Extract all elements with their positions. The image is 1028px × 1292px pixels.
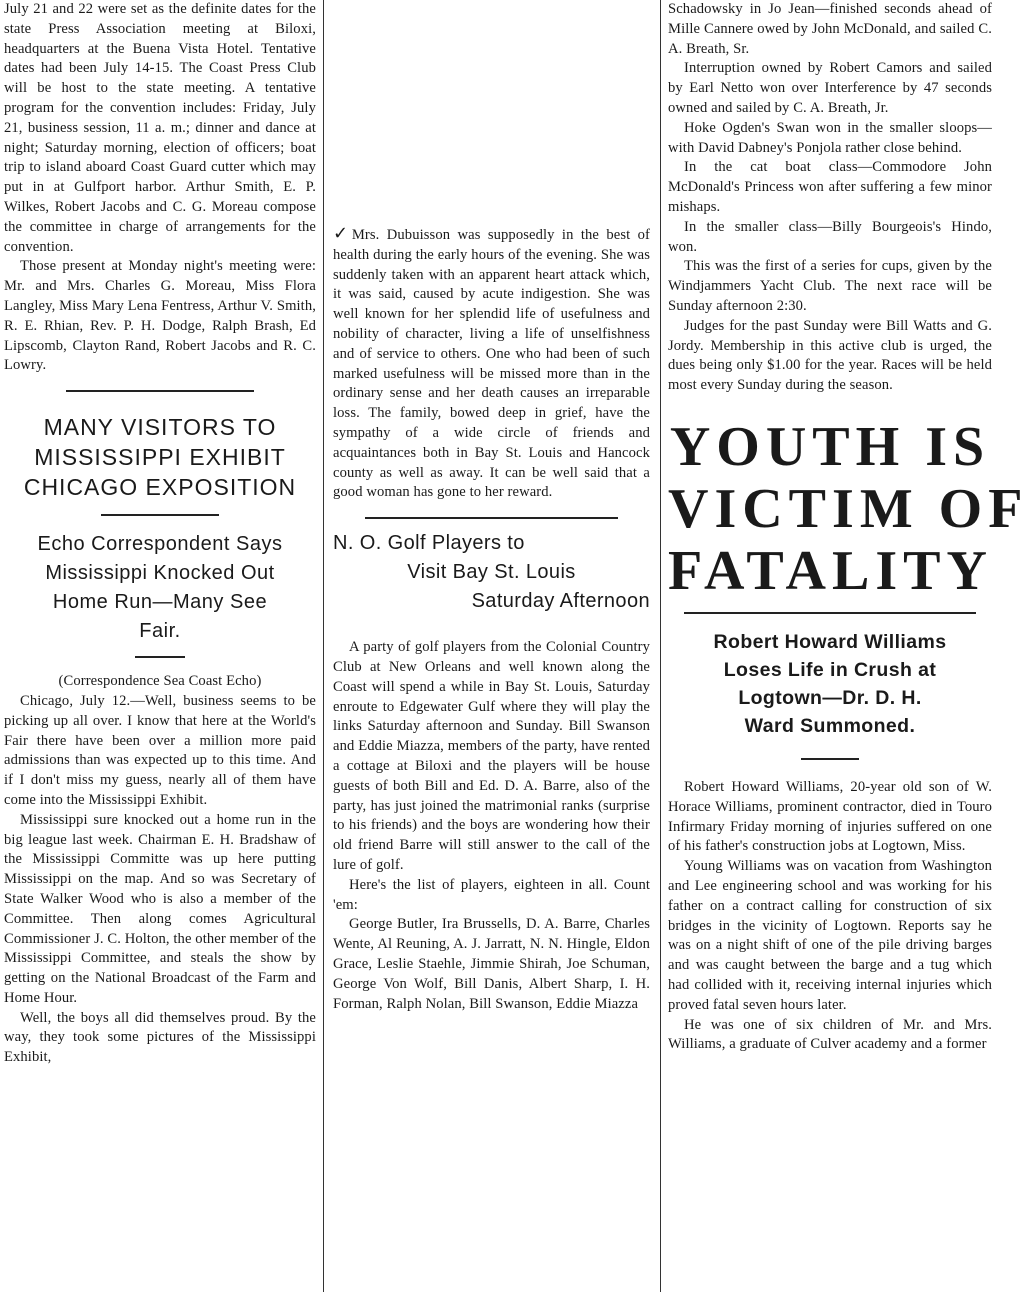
headline-line: MANY VISITORS TO <box>43 414 277 441</box>
headline-line: FATALITY <box>668 539 993 602</box>
column-right <box>662 0 1028 1292</box>
headline-line: VICTIM OF <box>668 477 1028 540</box>
deck-rule <box>135 656 185 658</box>
golf-headline <box>333 529 650 616</box>
deck-line: Fair. <box>139 620 181 643</box>
column-divider-right <box>660 0 661 1292</box>
headline-line: N. O. Golf Players to <box>333 532 525 555</box>
headline-rule <box>101 514 220 516</box>
headline-line: CHICAGO EXPOSITION <box>23 474 297 501</box>
section-rule <box>66 390 253 392</box>
golf-body: Here's the list of players, eighteen in all. Count 'em: <box>333 876 650 913</box>
column-middle <box>325 0 658 1292</box>
press-paragraph: July 21 and 22 were set as the definite dates for the state Press Association meeting at Biloxi, headquarters at the Buena Vista Hotel. Tentative dates had been July 14-15. The Coast Press Club will be host to the state meeting. A tentative program for the convention includes: Friday, July 21, business session, 11 a. m.; dinner and dance at night; Saturday morning, election of officers; boat trip to island aboard Coast Guard cutter which may put in at Gulfport harbor. Arthur Smith, E. P. Wilkes, Robert Jacobs and C. G. Moreau compose the committee in charge of arrangements for the convention. <box>4 1 316 255</box>
exhibit-headline <box>4 412 316 502</box>
yacht-paragraph: In the smaller class—Billy Bourgeois's Hindo, won. <box>668 218 992 255</box>
yacht-paragraph: Hoke Ogden's Swan won in the smaller sloops—with David Dabney's Ponjola rather close behind. <box>668 119 992 156</box>
deck-line: Robert Howard Williams <box>713 630 947 653</box>
fatality-headline <box>668 415 1028 602</box>
yacht-paragraph: Interruption owned by Robert Camors and sailed by Earl Netto won over Interference by 47 seconds owned and sailed by C. A. Breath, Jr. <box>668 60 992 116</box>
yacht-paragraph: Schadowsky in Jo Jean—finished seconds ahead of Mille Cannere owed by John McDonald, and sailed C. A. Breath, Sr. <box>668 1 992 57</box>
deck-line: Mississippi Knocked Out <box>45 562 275 585</box>
deck-line: Home Run—Many See <box>52 591 268 614</box>
fatality-body: Young Williams was on vacation from Washington and Lee engineering school and was working for his father on a contract calling for construction of six bridges in the vicinity of Logtown. Reports say he was on a night shift of one of the pile driving barges and was caught between the barge and a tug which had collided with it, receiving internal injuries which proved fatal seven hours later. <box>668 858 992 1013</box>
headline-line: Saturday Afternoon <box>471 590 650 613</box>
deck-line: Echo Correspondent Says <box>37 533 283 556</box>
headline-rule <box>684 612 976 614</box>
exhibit-body: Mississippi sure knocked out a home run in the big league last week. Chairman E. H. Bradshaw of the Mississippi Committe was up here putting Mississippi on the map. And so was Secretary of State Walker Wood who is also a member of the Committee. Then along comes Agricultural Commissioner J. C. Holton, the other member of the Mississippi Committee, and steals the show by getting on the National Broadcast of the Farm and Home Hour. <box>4 811 316 1006</box>
golf-body: A party of golf players from the Colonial Country Club at New Orleans and well known along the Coast will spend a while in Bay St. Louis, Saturday enroute to Edgewater Gulf where they will play the links Saturday afternoon and Sunday. Bill Swanson and Eddie Miazza, members of the party, have rented a cottage at Biloxi and the players will be house guests of both Bill and Ed. D. A. Barre, also of the party, has just joined the matrimonial ranks (surprise to his friends) and the boys are wondering how their old friend Barre will still answer to the call of the lure of golf. <box>333 639 650 873</box>
section-rule <box>365 517 619 519</box>
golf-players-list: George Butler, Ira Brussells, D. A. Barre, Charles Wente, Al Reuning, A. J. Jarratt, N. N. Hingle, Eldon Grace, Leslie Staehle, Jimmie Shirah, Joe Schuman, George Von Wolf, Bill Danis, Albert Sharp, I. H. Forman, Ralph Nolan, Bill Swanson, Eddie Miazza <box>333 916 650 1012</box>
press-attendees-paragraph: Those present at Monday night's meeting were: Mr. and Mrs. Charles G. Moreau, Miss Flora Langley, Miss Mary Lena Fentress, Arthur V. Smith, R. E. Rhian, Rev. P. H. Dodge, Ralph Brash, Ed Lipscomb, Clayton Rand, Robert Jacobs and R. C. Lowry. <box>4 258 316 374</box>
dateline: (Correspondence Sea Coast Echo) <box>58 673 262 690</box>
exhibit-deck <box>4 530 316 646</box>
headline-line: YOUTH IS <box>669 415 991 478</box>
deck-line: Loses Life in Crush at <box>723 658 937 681</box>
fatality-deck <box>668 628 992 740</box>
obituary-paragraph: ✓Mrs. Dubuisson was supposedly in the best of health during the early hours of the evening. She was suddenly taken with an apparent heart attack which, it was said, caused by acute indigestion. She was well known for her splendid life of usefulness and nobility of character, living a life of unselfishness and of service to others. One who had been of such marked usefulness will be missed more than in the ordinary sense and her death causes an irreparable loss. The family, bowed deep in grief, have the sympathy of a wide circle of friends and acquaintances both in Bay St. Louis and Hancock county as well as away. It can be well said that a good woman has gone to her reward. <box>333 223 650 501</box>
headline-line: Visit Bay St. Louis <box>407 561 576 584</box>
headline-line: MISSISSIPPI EXHIBIT <box>34 444 286 471</box>
yacht-paragraph: In the cat boat class—Commodore John McDonald's Princess won after suffering a few minor mishaps. <box>668 159 992 215</box>
exhibit-body: Well, the boys all did themselves proud. By the way, they took some pictures of the Mississippi Exhibit, <box>4 1009 316 1066</box>
fatality-body: Robert Howard Williams, 20-year old son of W. Horace Williams, prominent contractor, died in Touro Infirmary Friday morning of injuries suffered on one of his father's construction jobs at Logtown, Miss. <box>668 778 992 855</box>
column-divider-left <box>323 0 324 1292</box>
deck-line: Logtown—Dr. D. H. <box>738 686 922 709</box>
deck-rule <box>801 758 859 760</box>
checkmark-icon: ✓ <box>333 223 352 244</box>
column-left <box>0 0 322 1292</box>
exhibit-body: Chicago, July 12.—Well, business seems to be picking up all over. I know that here at the World's Fair there have been over a million more paid admissions than was expected up to this time. And if I don't miss my guess, nearly all of them have come into the Mississippi Exhibit. <box>4 692 316 808</box>
yacht-paragraph: This was the first of a series for cups, given by the Windjammers Yacht Club. The next race will be Sunday afternoon 2:30. <box>668 258 992 314</box>
deck-line: Ward Summoned. <box>744 714 916 737</box>
yacht-paragraph: Judges for the past Sunday were Bill Watts and G. Jordy. Membership in this active club is urged, the dues being only $1.00 for the year. Races will be held most every Sunday during the season. <box>668 317 992 394</box>
fatality-body: He was one of six children of Mr. and Mrs. Williams, a graduate of Culver academy and a former <box>668 1016 992 1053</box>
